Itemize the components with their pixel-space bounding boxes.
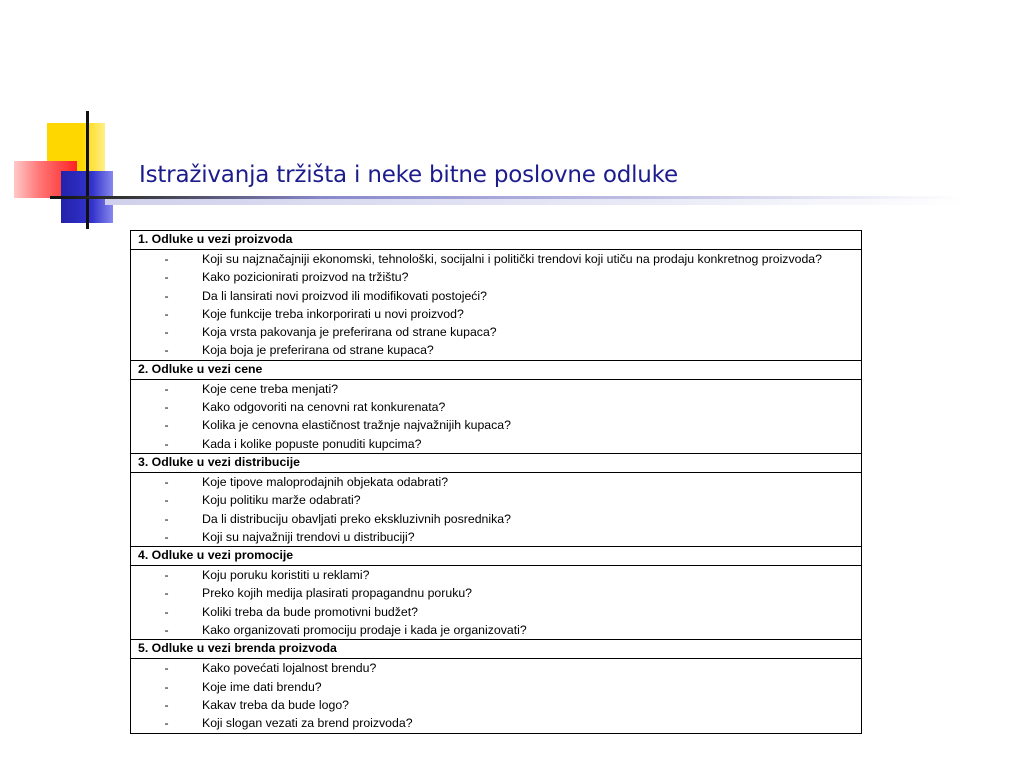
list-item-text: Koja boja je preferirana od strane kupaca? — [202, 343, 434, 358]
list-item — [131, 250, 861, 268]
list-item — [131, 566, 861, 584]
bullet-dash: - — [164, 623, 169, 638]
bullet-dash: - — [164, 288, 169, 303]
list-item-text: Preko kojih medija plasirati propagandnu poruku? — [202, 586, 473, 601]
list-item — [131, 380, 861, 398]
list-item-text: Kako povećati lojalnost brendu? — [202, 661, 377, 676]
list-item-text: Koji slogan vezati za brend proizvoda? — [202, 716, 413, 731]
decisions-table — [130, 230, 862, 734]
list-item — [131, 510, 861, 528]
list-item-text: Koji su najznačajniji ekonomski, tehnološki, socijalni i politički trendovi koji utiču na prodaju konkretnog proizvoda? — [202, 252, 822, 266]
section-body — [131, 566, 861, 640]
list-item — [131, 584, 861, 602]
bullet-dash: - — [164, 474, 169, 489]
logo-vertical-line — [86, 111, 89, 229]
section-heading: 3. Odluke u vezi distribucije — [131, 454, 861, 473]
list-item — [131, 603, 861, 621]
bullet-dash: - — [164, 381, 169, 396]
section-heading: 2. Odluke u vezi cene — [131, 361, 861, 380]
list-item — [131, 621, 861, 639]
list-item-text: Kolika je cenovna elastičnost tražnje najvažnijih kupaca? — [202, 418, 511, 433]
bullet-dash: - — [164, 568, 169, 583]
bullet-dash: - — [164, 586, 169, 601]
bullet-dash: - — [164, 252, 169, 266]
list-item-text: Koliki treba da bude promotivni budžet? — [202, 604, 419, 619]
list-item-text: Kako organizovati promociju prodaje i kada je organizovati? — [202, 623, 527, 638]
list-item — [131, 268, 861, 286]
list-item — [131, 678, 861, 696]
list-item-text: Kako pozicionirati proizvod na tržištu? — [202, 270, 409, 285]
list-item-text: Koju politiku marže odabrati? — [202, 493, 361, 508]
bullet-dash: - — [164, 661, 169, 676]
section-body — [131, 250, 861, 361]
list-item-text: Koje ime dati brendu? — [202, 679, 322, 694]
section-body — [131, 380, 861, 454]
bullet-dash: - — [164, 270, 169, 285]
list-item-text: Koje funkcije treba inkorporirati u novi proizvod? — [202, 306, 464, 321]
list-item-text: Koju poruku koristiti u reklami? — [202, 568, 370, 583]
list-item — [131, 341, 861, 359]
bullet-dash: - — [164, 716, 169, 731]
section-heading: 4. Odluke u vezi promocije — [131, 547, 861, 566]
list-item — [131, 528, 861, 546]
list-item — [131, 287, 861, 305]
bullet-dash: - — [164, 418, 169, 433]
list-item — [131, 305, 861, 323]
list-item — [131, 416, 861, 434]
list-item-text: Koje tipove maloprodajnih objekata odabrati? — [202, 474, 449, 489]
slide-title: Istraživanja tržišta i neke bitne poslovne odluke — [139, 162, 678, 188]
title-underline — [50, 196, 960, 199]
title-underline-shade — [105, 199, 965, 205]
list-item — [131, 491, 861, 509]
list-item-text: Koji su najvažniji trendovi u distribuciji? — [202, 529, 415, 544]
list-item — [131, 714, 861, 732]
bullet-dash: - — [164, 493, 169, 508]
list-item — [131, 696, 861, 714]
list-item — [131, 473, 861, 491]
list-item-text: Kakav treba da bude logo? — [202, 697, 349, 712]
list-item — [131, 659, 861, 677]
section-heading: 5. Odluke u vezi brenda proizvoda — [131, 640, 861, 659]
list-item — [131, 323, 861, 341]
bullet-dash: - — [164, 436, 169, 451]
bullet-dash: - — [164, 529, 169, 544]
section-body — [131, 659, 861, 732]
bullet-dash: - — [164, 325, 169, 340]
list-item-text: Koje cene treba menjati? — [202, 381, 339, 396]
bullet-dash: - — [164, 400, 169, 415]
list-item-text: Koja vrsta pakovanja je preferirana od strane kupaca? — [202, 325, 497, 340]
list-item-text: Kada i kolike popuste ponuditi kupcima? — [202, 436, 422, 451]
section-body — [131, 473, 861, 547]
list-item — [131, 398, 861, 416]
bullet-dash: - — [164, 604, 169, 619]
bullet-dash: - — [164, 511, 169, 526]
bullet-dash: - — [164, 679, 169, 694]
list-item-text: Da li distribuciju obavljati preko ekskluzivnih posrednika? — [202, 511, 511, 526]
list-item-text: Kako odgovoriti na cenovni rat konkurenata? — [202, 400, 446, 415]
bullet-dash: - — [164, 306, 169, 321]
bullet-dash: - — [164, 697, 169, 712]
bullet-dash: - — [164, 343, 169, 358]
list-item — [131, 435, 861, 453]
list-item-text: Da li lansirati novi proizvod ili modifikovati postojeći? — [202, 288, 488, 303]
section-heading: 1. Odluke u vezi proizvoda — [131, 231, 861, 250]
